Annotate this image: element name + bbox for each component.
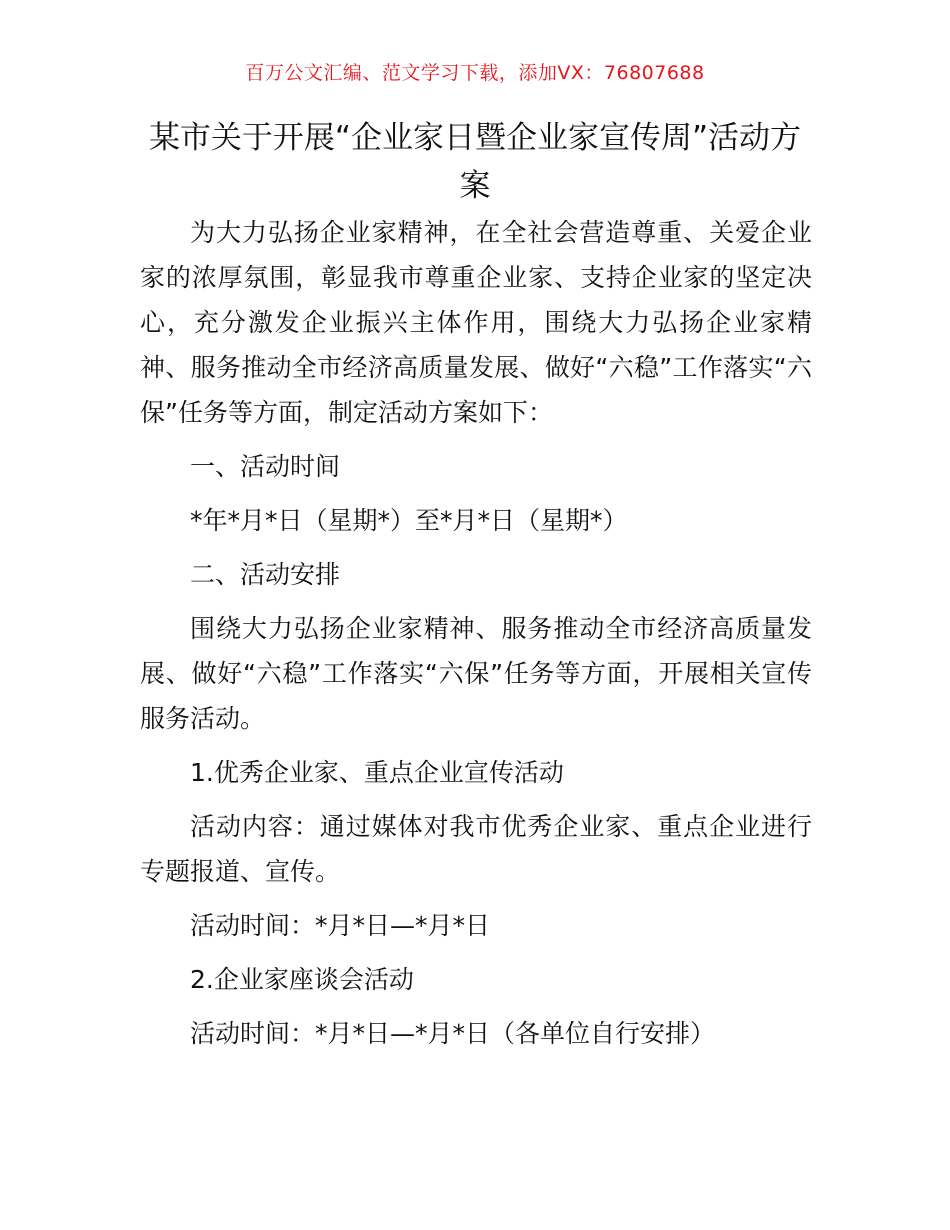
item1-heading: 1.优秀企业家、重点企业宣传活动	[190, 758, 564, 787]
document-body	[140, 210, 812, 1056]
section2-text: 围绕大力弘扬企业家精神、服务推动全市经济高质量发展、做好“六稳”工作落实“六保”任务等方面，开展相关宣传服务活动。	[140, 614, 812, 733]
item1-content: 活动内容：通过媒体对我市优秀企业家、重点企业进行专题报道、宣传。	[140, 812, 812, 886]
header-note: 百万公文汇编、范文学习下载，添加VX：76807688	[245, 62, 705, 84]
document-title: 某市关于开展“企业家日暨企业家宣传周”活动方案	[148, 120, 802, 204]
intro-paragraph: 为大力弘扬企业家精神，在全社会营造尊重、关爱企业家的浓厚氛围，彰显我市尊重企业家、支持企业家的坚定决心，充分激发企业振兴主体作用，围绕大力弘扬企业家精神、服务推动全市经济高质量发展、做好“六稳”工作落实“六保”任务等方面，制定活动方案如下：	[140, 218, 812, 427]
section1-heading: 一、活动时间	[190, 452, 341, 481]
item2-heading: 2.企业家座谈会活动	[190, 965, 414, 994]
section1-text: *年*月*日（星期*）至*月*日（星期*）	[190, 506, 628, 535]
section2-heading: 二、活动安排	[190, 560, 341, 589]
item2-time: 活动时间：*月*日—*月*日（各单位自行安排）	[190, 1019, 716, 1048]
item1-time: 活动时间：*月*日—*月*日	[190, 911, 491, 940]
